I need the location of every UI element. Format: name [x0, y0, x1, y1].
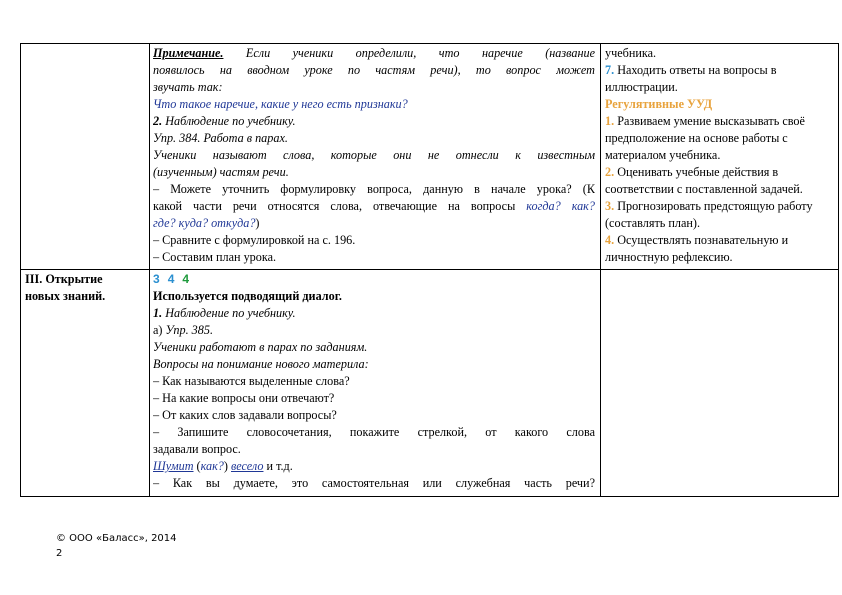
right-line-2: 7. Находить ответы на вопросы в [605, 63, 777, 77]
numeral-3: 4 [182, 272, 190, 286]
column-divider-1 [149, 44, 150, 496]
page-number: 2 [56, 548, 63, 559]
regulative-item-1-line-3: материалом учебника. [605, 148, 721, 162]
observation-line-2: 1. Наблюдение по учебнику. [153, 306, 296, 320]
copyright-footer: © ООО «Баласс», 2014 [56, 533, 177, 544]
note-line-3: звучать так: [153, 80, 223, 94]
students-line-2: (изученным) частям речи. [153, 165, 289, 179]
questions-label: Вопросы на понимание нового материла: [153, 357, 369, 371]
skill-numerals [153, 271, 595, 288]
question-3: – От каких слов задавали вопросы? [153, 408, 337, 422]
regulative-item-2: 2. Оценивать учебные действия в [605, 165, 779, 179]
note-label: Примечание. [153, 46, 224, 60]
note-line-2: появилось на вводном уроке по частям речи), то вопрос может [153, 63, 595, 77]
blue-question: Что такое наречие, какие у него есть признаки? [153, 97, 408, 111]
regulative-item-2-line-2: соответствии с поставленной задачей. [605, 182, 803, 196]
regulative-item-4-line-2: личностную рефлексию. [605, 250, 733, 264]
students-line-1: Ученики называют слова, которые они не отнесли к известным [153, 148, 595, 162]
column-divider-2 [600, 44, 601, 496]
question-line-3: где? куда? откуда?) [153, 216, 260, 230]
note-line-1: Примечание. Если ученики определили, что наречие (название [153, 46, 595, 60]
sub-a-line: а) Упр. 385. [153, 323, 213, 337]
stage-title-line-1: III. Открытие [25, 272, 103, 286]
row-divider [21, 269, 838, 270]
question-4-line-2: задавали вопрос. [153, 442, 241, 456]
question-line-2: какой части речи относятся слова, отвечающие на вопросы когда? как? [153, 199, 595, 213]
question-2: – На какие вопросы они отвечают? [153, 391, 335, 405]
plan-line: – Составим план урока. [153, 250, 277, 264]
regulative-item-4: 4. Осуществлять познавательную и [605, 233, 789, 247]
regulative-item-3-line-2: (составлять план). [605, 216, 701, 230]
question-line-1: – Можете уточнить формулировку вопроса, данную в начале урока? (К [153, 182, 595, 196]
right-line-1: учебника. [605, 46, 657, 60]
regulative-item-1: 1. Развиваем умение высказывать своё [605, 114, 805, 128]
question-4-line-1: – Запишите словосочетания, покажите стрелкой, от какого слова [153, 425, 595, 439]
compare-line: – Сравните с формулировкой на с. 196. [153, 233, 356, 247]
example-line: Шумит (как?) весело и т.д. [153, 459, 293, 473]
regulative-heading: Регулятивные УУД [605, 97, 713, 111]
stage-title-line-2: новых знаний. [25, 289, 106, 303]
right-line-3: иллюстрации. [605, 80, 678, 94]
last-question: – Как вы думаете, это самостоятельная или служебная часть речи? [153, 476, 595, 490]
numeral-2: 4 [167, 272, 175, 286]
regulative-item-3: 3. Прогнозировать предстоящую работу [605, 199, 813, 213]
question-1: – Как называются выделенные слова? [153, 374, 350, 388]
observation-line: 2. Наблюдение по учебнику. [153, 114, 296, 128]
exercise-line: Упр. 384. Работа в парах. [153, 131, 288, 145]
lesson-table [20, 43, 839, 497]
regulative-item-1-line-2: предположение на основе работы с [605, 131, 788, 145]
numeral-1: 3 [153, 272, 160, 286]
dialog-line: Используется подводящий диалог. [153, 289, 342, 303]
pairs-line: Ученики работают в парах по заданиям. [153, 340, 368, 354]
